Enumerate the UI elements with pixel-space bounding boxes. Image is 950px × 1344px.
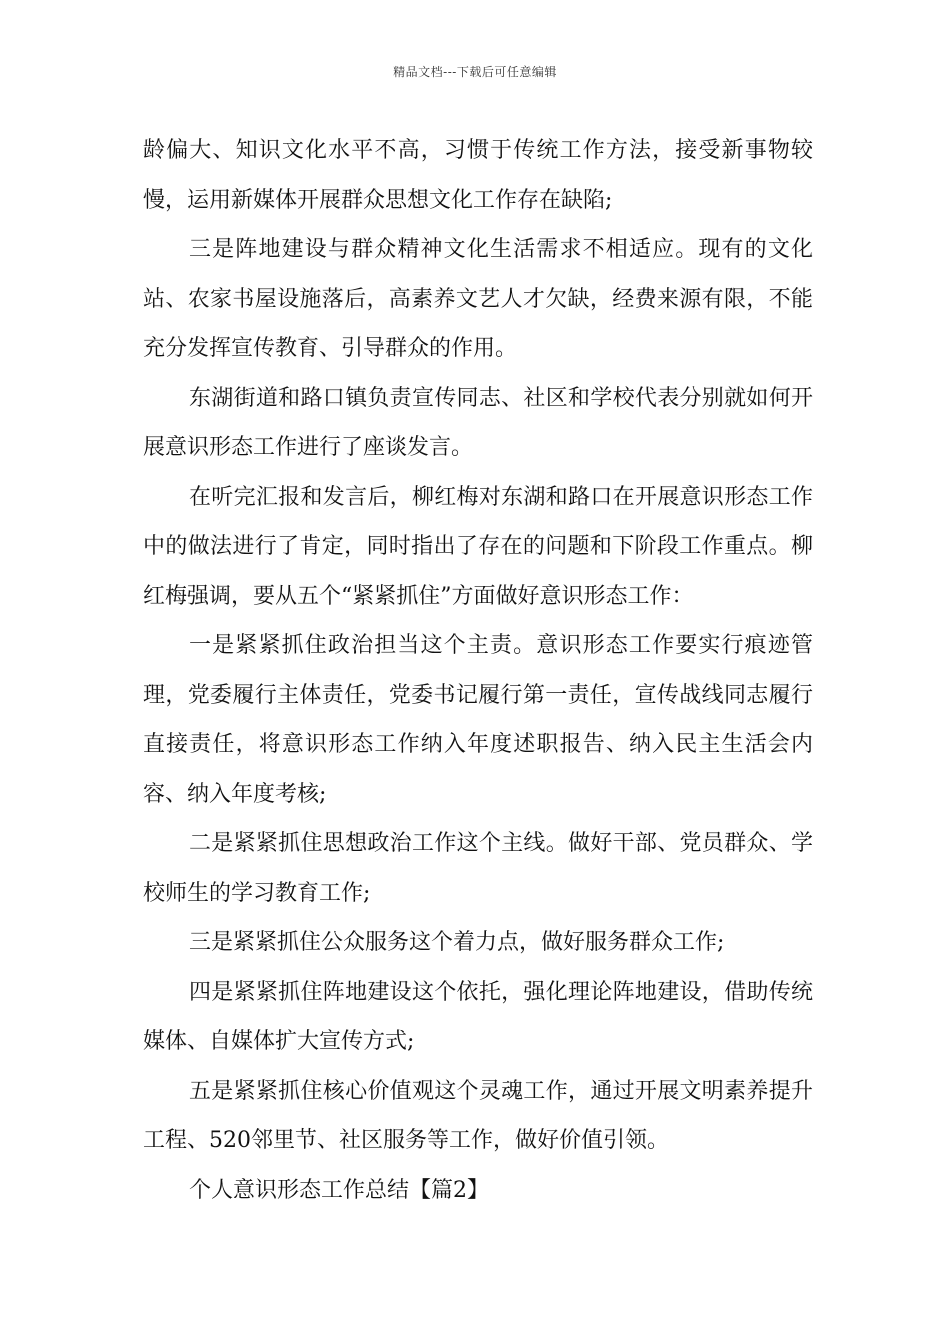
paragraph-4: 在听完汇报和发言后，柳红梅对东湖和路口在开展意识形态工作中的做法进行了肯定，同时指出了存在的问题和下阶段工作重点。柳红梅强调，要从五个“紧紧抓住”方面做好意识形态工作：: [143, 484, 813, 609]
paragraph-5: 一是紧紧抓住政治担当这个主责。意识形态工作要实行痕迹管理，党委履行主体责任，党委书记履行第一责任，宣传战线同志履行直接责任，将意识形态工作纳入年度述职报告、纳入民主生活会内容、纳入年度考核;: [143, 633, 813, 807]
page-header: 精品文档---下载后可任意编辑: [393, 65, 557, 79]
document-body: [143, 126, 813, 1215]
paragraph-8: 四是紧紧抓住阵地建设这个依托，强化理论阵地建设，借助传统媒体、自媒体扩大宣传方式;: [143, 979, 813, 1054]
section-heading: 个人意识形态工作总结【篇2】: [189, 1177, 489, 1203]
paragraph-3: 东湖街道和路口镇负责宣传同志、社区和学校代表分别就如何开展意识形态工作进行了座谈发言。: [143, 385, 813, 460]
paragraph-7: 三是紧紧抓住公众服务这个着力点，做好服务群众工作;: [189, 930, 725, 955]
paragraph-1: 龄偏大、知识文化水平不高，习惯于传统工作方法，接受新事物较慢，运用新媒体开展群众思想文化工作存在缺陷;: [143, 138, 813, 213]
paragraph-9: 五是紧紧抓住核心价值观这个灵魂工作，通过开展文明素养提升工程、520邻里节、社区服务等工作，做好价值引领。: [143, 1078, 813, 1153]
paragraph-2: 三是阵地建设与群众精神文化生活需求不相适应。现有的文化站、农家书屋设施落后，高素养文艺人才欠缺，经费来源有限，不能充分发挥宣传教育、引导群众的作用。: [143, 237, 813, 361]
paragraph-6: 二是紧紧抓住思想政治工作这个主线。做好干部、党员群众、学校师生的学习教育工作;: [143, 831, 813, 906]
